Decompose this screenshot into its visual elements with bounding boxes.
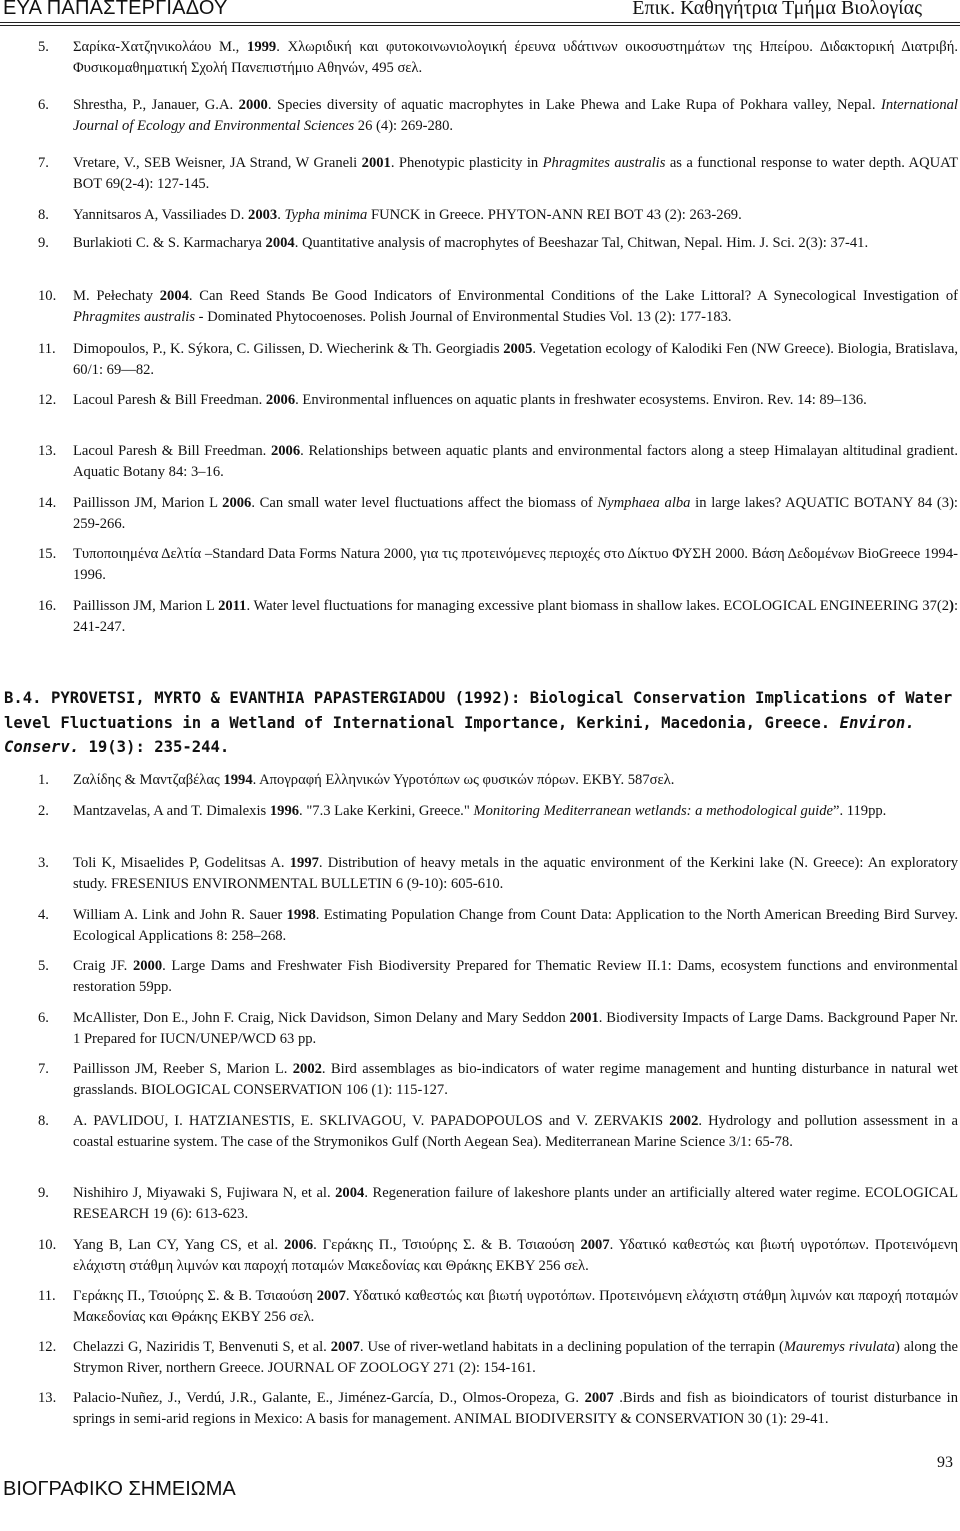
reference-year: 1997 [289, 855, 319, 871]
reference-text [73, 1008, 958, 1049]
reference-text [73, 905, 958, 946]
reference-item [38, 205, 958, 226]
reference-text-run: Palacio-Nuñez, J., Verdú, J.R., Galante, E., Jiménez-García, D., Olmos-Oropeza, G. [73, 1390, 585, 1406]
reference-number: 10. [38, 1237, 57, 1253]
reference-number: 13. [38, 1390, 57, 1406]
reference-number: 12. [38, 392, 57, 408]
reference-text-run: . Large Dams and Freshwater Fish Biodiversity Prepared for Thematic Review II.1: Dams, ecosystem functions and environmental restoration 59pp. [73, 958, 958, 995]
reference-year: 2007 [584, 1390, 614, 1406]
reference-year: 2006 [222, 495, 252, 511]
reference-number: 3. [38, 855, 49, 871]
reference-year: 1999 [247, 39, 277, 55]
reference-year: 2007 [580, 1237, 610, 1253]
reference-text-run: Burlakioti C. & S. Karmacharya [73, 235, 266, 251]
reference-italic-text: Mauremys rivulata [783, 1339, 896, 1355]
reference-text [73, 286, 958, 327]
header-author-name: ΕΥΑ ΠΑΠΑΣΤΕΡΓΙΑΔΟΥ [3, 0, 228, 19]
reference-item [38, 1337, 958, 1378]
reference-item [38, 95, 958, 136]
reference-year: 2004 [335, 1185, 365, 1201]
reference-text-run: Σαρίκα-Χατζηνικολάου Μ., [73, 39, 248, 55]
reference-year: 2004 [159, 288, 189, 304]
reference-text-run: . [277, 207, 285, 223]
reference-text-run: . Γεράκης Π., Τσιούρης Σ. & Β. Τσιαούση [313, 1237, 581, 1253]
reference-text [73, 95, 958, 136]
reference-item [38, 770, 958, 791]
reference-text-run: . Can Reed Stands Be Good Indicators of Environmental Conditions of the Lake Littoral? A Synecological Investigation of [188, 288, 958, 304]
reference-item [38, 544, 958, 585]
reference-text-run: . Υδατικό καθεστώς και βιωτή υγροτόπων. Προτεινόμενη ελάχιστη στάθμη λιμνών και παροχή ποταμών Μακεδονίας και Θράκης ΕΚΒΥ 256 σελ. [73, 1237, 959, 1274]
reference-text-run: Craig JF. [73, 958, 133, 974]
reference-text [73, 1388, 958, 1429]
reference-number: 6. [38, 1010, 49, 1026]
reference-text-run: Yang B, Lan CY, Yang CS, et al. [73, 1237, 284, 1253]
reference-text-run: . Can small water level fluctuations affect the biomass of [251, 495, 598, 511]
reference-year: 2002 [292, 1061, 322, 1077]
reference-text [73, 853, 958, 894]
reference-number: 8. [38, 1113, 49, 1129]
reference-year: 2004 [265, 235, 295, 251]
reference-number: 11. [38, 341, 56, 357]
page-number: 93 [937, 1454, 953, 1471]
reference-text-run: Paillisson JM, Reeber S, Marion L. [73, 1061, 293, 1077]
reference-text [73, 596, 958, 637]
reference-italic-text: International Journal of Ecology and Environmental Sciences [73, 97, 958, 134]
reference-text-run: - Dominated Phytocoenoses. Polish Journal of Environmental Studies Vol. 13 (2): 177-183. [195, 308, 732, 325]
reference-text-run: . Hydrology and pollution assessment in a coastal estuarine system. The case of the Strymonikos Gulf (North Aegean Sea). Mediterranean Marine Science 3/1: 65-78. [73, 1113, 959, 1150]
reference-year: 2011 [218, 598, 247, 614]
reference-text-run: A. PAVLIDOU, I. HATZIANESTIS, E. SKLIVAGOU, V. PAPADOPOULOS and V. ZERVAKIS [73, 1113, 670, 1129]
reference-text-run: ) along the Strymon River, northern Greece. JOURNAL OF ZOOLOGY 271 (2): 154-161. [73, 1339, 958, 1376]
reference-text-run: Paillisson JM, Marion L [73, 598, 219, 614]
reference-text [73, 1111, 958, 1152]
reference-text-run: . Estimating Population Change from Count Data: Application to the North American Breeding Bird Survey. Ecological Applications 8: 258–268. [73, 907, 958, 944]
reference-number: 15. [38, 546, 57, 562]
reference-item [38, 153, 958, 194]
reference-item [38, 37, 958, 78]
reference-text-run: . Distribution of heavy metals in the aquatic environment of the Kerkini lake (N. Greece): An exploratory study. FRESENIUS ENVIRONMENTAL BULLETIN 6 (9-10): 605-610. [73, 855, 958, 892]
reference-text-run: 26 (4): 269-280. [354, 117, 454, 134]
reference-text-run: ”. 119pp. [832, 803, 887, 819]
reference-text-run: William A. Link and John R. Sauer [73, 907, 287, 923]
reference-text [73, 1337, 958, 1378]
reference-year: 2006 [283, 1237, 314, 1253]
reference-year: 2000 [238, 97, 268, 113]
reference-text-run: : 241-247. [73, 598, 958, 635]
reference-year: 1996 [269, 803, 300, 819]
reference-text-run: Yannitsaros A, Vassiliades D. [73, 207, 249, 223]
reference-text-run: . Χλωριδική και φυτοκοινωνιολογική έρευνα υδάτινων οικοσυστημάτων της Ηπείρου. Διδακτορική Διατριβή. Φυσικομαθηματική Σχολή Πανεπιστήμιο Αθηνών, 495 σελ. [73, 39, 959, 76]
reference-text-run: Vretare, V., SEB Weisner, JA Strand, W Graneli [73, 155, 362, 171]
reference-text [73, 233, 958, 254]
reference-number: 1. [38, 772, 49, 788]
reference-text [73, 153, 958, 194]
reference-italic-text: Monitoring Mediterranean wetlands: a methodological guide [473, 803, 833, 819]
reference-text [73, 1286, 958, 1327]
reference-text [73, 1183, 958, 1224]
reference-text-run: . Environmental influences on aquatic plants in freshwater ecosystems. Environ. Rev. 14: 89–136. [295, 392, 867, 408]
reference-text-run: Paillisson JM, Marion L [73, 495, 223, 511]
reference-number: 9. [38, 235, 49, 251]
reference-text-run: in large lakes? AQUATIC BOTANY 84 (3): 259-266. [73, 495, 958, 532]
reference-text [73, 37, 958, 78]
reference-item [38, 905, 958, 946]
reference-text [73, 544, 958, 585]
reference-text-run: M. Pełechaty [73, 288, 160, 304]
reference-text [73, 1059, 958, 1100]
header-divider [0, 25, 960, 26]
reference-number: 6. [38, 97, 49, 113]
reference-text-run: . Απογραφή Ελληνικών Υγροτόπων ως φυσικών πόρων. ΕΚΒΥ. 587σελ. [252, 772, 675, 788]
reference-year: ) [949, 598, 954, 614]
reference-text [73, 493, 958, 534]
reference-text-run: . Phenotypic plasticity in [390, 155, 543, 171]
header-position-title: Επικ. Καθηγήτρια Τμήμα Βιολογίας [632, 0, 922, 19]
reference-text [73, 339, 958, 380]
reference-text-run: . Regeneration failure of lakeshore plants under an artificially altered water regime. ECOLOGICAL RESEARCH 19 (6): 613-623. [73, 1185, 958, 1222]
reference-item [38, 441, 958, 482]
reference-year: 2001 [569, 1010, 599, 1026]
reference-number: 2. [38, 803, 49, 819]
reference-number: 5. [38, 958, 49, 974]
reference-text [73, 390, 958, 411]
reference-text-run: Τυποποιημένα Δελτία –Standard Data Forms Natura 2000, για τις προτεινόμενες περιοχές στο Δίκτυο ΦΥΣΗ 2000. Βάση Δεδομένων BioGreece 1994-1996. [73, 546, 958, 583]
reference-item [38, 1235, 958, 1276]
reference-text-run: Nishihiro J, Miyawaki S, Fujiwara N, et al. [73, 1185, 336, 1201]
reference-text-run: FUNCK in Greece. PHYTON-ANN REI BOT 43 (2): 263-269. [367, 207, 742, 223]
page-header [0, 0, 960, 23]
reference-year: 1998 [286, 907, 316, 923]
reference-item [38, 1286, 958, 1327]
reference-text-run: as a functional response to water depth. AQUAT BOT 69(2-4): 127-145. [73, 155, 959, 192]
reference-year: 2002 [669, 1113, 699, 1129]
reference-item [38, 339, 958, 380]
reference-year: 2006 [265, 392, 296, 408]
reference-number: 10. [38, 288, 57, 304]
reference-item [38, 596, 958, 637]
reference-text [73, 801, 958, 822]
reference-text [73, 205, 958, 226]
reference-text-run: . "7.3 Lake Kerkini, Greece." [299, 803, 474, 819]
reference-number: 16. [38, 598, 57, 614]
reference-number: 7. [38, 155, 49, 171]
reference-text-run: Mantzavelas, A and T. Dimalexis [73, 803, 270, 819]
reference-text-run: . Relationships between aquatic plants and environmental factors along a steep Himalayan altitudinal gradient. Aquatic Botany 84: 3–16. [73, 443, 958, 480]
reference-italic-text: Phragmites australis [73, 308, 196, 325]
reference-year: 2006 [270, 443, 301, 459]
reference-text-run: Lacoul Paresh & Bill Freedman. [73, 443, 271, 459]
section-heading-journal: Environ. Conserv. [4, 713, 915, 756]
reference-number: 12. [38, 1339, 57, 1355]
reference-number: 9. [38, 1185, 49, 1201]
reference-item [38, 801, 958, 822]
reference-text-run: . Biodiversity Impacts of Large Dams. Background Paper Nr. 1 Prepared for IUCN/UNEP/WCD 63 pp. [73, 1010, 958, 1047]
reference-italic-text: Typha minima [284, 207, 368, 223]
reference-year: 2007 [330, 1339, 360, 1355]
reference-item [38, 853, 958, 894]
reference-number: 13. [38, 443, 57, 459]
footer-title: ΒΙΟΓΡΑΦΙΚΟ ΣΗΜΕΙΩΜΑ [3, 1478, 236, 1500]
reference-text [73, 1235, 958, 1276]
reference-year: 2007 [316, 1288, 346, 1304]
reference-number: 11. [38, 1288, 56, 1304]
reference-item [38, 1008, 958, 1049]
reference-text-run: . Υδατικό καθεστώς και βιωτή υγροτόπων. Προτεινόμενη ελάχιστη στάθμη λιμνών και παροχή ποταμών Μακεδονίας και Θράκης ΕΚΒΥ 256 σελ. [73, 1288, 958, 1325]
reference-number: 4. [38, 907, 49, 923]
reference-item [38, 1183, 958, 1224]
section-heading-lead: B.4. PYROVETSI, MYRTO & EVANTHIA PAPASTERGIADOU (1992): Biological Conservation Implications of Water level Fluctuations in a Wetland of International Importance, Kerkini, Macedonia, Greece. [4, 689, 953, 732]
reference-text-run: Toli K, Misaelides P, Godelitsas A. [73, 855, 290, 871]
reference-text-run: . Quantitative analysis of macrophytes of Beeshazar Tal, Chitwan, Nepal. Him. J. Sci. 2(3): 37-41. [294, 235, 869, 251]
reference-text-run: Shrestha, P., Janauer, G.A. [73, 97, 239, 113]
reference-item [38, 390, 958, 411]
reference-text-run: Lacoul Paresh & Bill Freedman. [73, 392, 266, 408]
section-heading-b4 [4, 686, 959, 760]
reference-text [73, 956, 958, 997]
reference-year: 2005 [503, 341, 533, 357]
reference-text-run: . Vegetation ecology of Kalodiki Fen (NW Greece). Biologia, Bratislava, 60/1: 69—82. [73, 341, 958, 378]
section-heading-tail: 19(3): 235-244. [79, 738, 230, 756]
reference-item [38, 493, 958, 534]
reference-year: 1994 [223, 772, 253, 788]
reference-year: 2003 [248, 207, 278, 223]
reference-number: 5. [38, 39, 49, 55]
reference-text-run: . Species diversity of aquatic macrophytes in Lake Phewa and Lake Rupa of Pokhara valley, Nepal. [267, 97, 881, 113]
reference-text-run: Dimopoulos, P., K. Sýkora, C. Gilissen, D. Wiecherink & Th. Georgiadis [73, 341, 504, 357]
reference-text-run: . Bird assemblages as bio-indicators of water regime management and hunting disturbance in natural wet grasslands. BIOLOGICAL CONSERVATION 106 (1): 115-127. [73, 1061, 958, 1098]
reference-text-run: . Use of river-wetland habitats in a declining population of the terrapin ( [359, 1339, 784, 1355]
reference-item [38, 1111, 958, 1152]
reference-text [73, 441, 958, 482]
reference-italic-text: Nymphaea alba [597, 495, 691, 511]
reference-year: 2001 [361, 155, 391, 171]
reference-item [38, 956, 958, 997]
reference-text-run: Ζαλίδης & Μαντζαβέλας [73, 772, 224, 788]
reference-text-run: .Birds and fish as bioindicators of tourist disturbance in springs in semi-arid regions in Mexico: A basis for management. ANIMAL BIODIVERSITY & CONSERVATION 30 (1): 29-41. [73, 1390, 959, 1427]
reference-item [38, 233, 958, 254]
reference-text-run: McAllister, Don E., John F. Craig, Nick Davidson, Simon Delany and Mary Seddon [73, 1010, 570, 1026]
reference-year: 2000 [132, 958, 163, 974]
reference-item [38, 286, 958, 327]
reference-italic-text: Phragmites australis [542, 155, 666, 171]
reference-text-run: . Water level fluctuations for managing excessive plant biomass in shallow lakes. ECOLOGICAL ENGINEERING 37(2 [246, 598, 950, 614]
reference-number: 14. [38, 495, 57, 511]
reference-text-run: Γεράκης Π., Τσιούρης Σ. & Β. Τσιαούση [73, 1288, 317, 1304]
reference-text-run: Chelazzi G, Naziridis T, Benvenuti S, et al. [73, 1339, 331, 1355]
reference-item [38, 1059, 958, 1100]
reference-item [38, 1388, 958, 1429]
reference-number: 8. [38, 207, 49, 223]
reference-number: 7. [38, 1061, 49, 1077]
reference-text [73, 770, 958, 791]
